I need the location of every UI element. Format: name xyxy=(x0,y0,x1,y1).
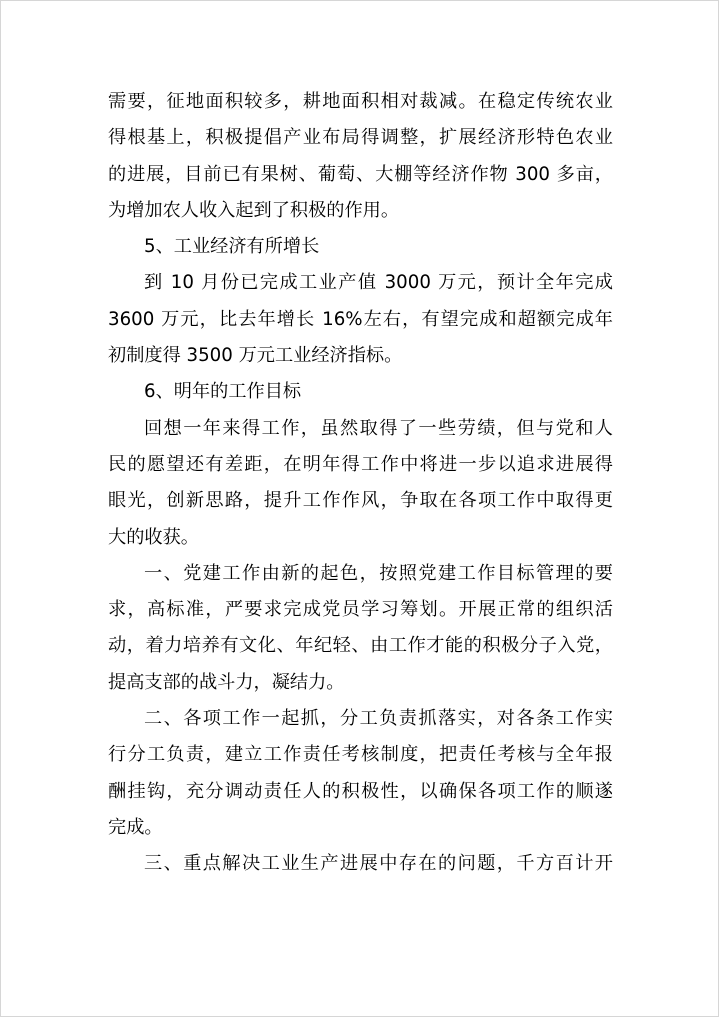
text-line: 动，着力培养有文化、年纪轻、由工作才能的积极分子入党， xyxy=(108,635,613,657)
text-line: 到 10 月份已完成工业产值 3000 万元，预计全年完成 xyxy=(144,272,613,294)
text-line: 5、工业经济有所增长 xyxy=(144,236,320,258)
text-line: 6、明年的工作目标 xyxy=(144,381,302,403)
text-line: 求，高标准，严要求完成党员学习筹划。开展正常的组织活 xyxy=(108,599,613,621)
text-line: 完成。 xyxy=(108,816,163,838)
text-line: 的进展，目前已有果树、葡萄、大棚等经济作物 300 多亩， xyxy=(108,163,613,185)
text-line: 眼光，创新思路，提升工作作风，争取在各项工作中取得更 xyxy=(108,490,613,512)
text-line: 大的收获。 xyxy=(108,526,199,548)
text-line: 得根基上，积极提倡产业布局得调整，扩展经济形特色农业 xyxy=(108,127,613,149)
text-line: 需要，征地面积较多，耕地面积相对裁减。在稳定传统农业 xyxy=(108,91,613,112)
text-line: 一、党建工作由新的起色，按照党建工作目标管理的要 xyxy=(144,562,613,584)
text-line: 回想一年来得工作，虽然取得了一些劳绩，但与党和人 xyxy=(144,417,613,439)
text-line: 提高支部的战斗力，凝结力。 xyxy=(108,671,345,693)
text-line: 3600 万元，比去年增长 16%左右，有望完成和超额完成年 xyxy=(108,308,613,330)
text-line: 二、各项工作一起抓，分工负责抓落实，对各条工作实 xyxy=(144,708,613,730)
text-line: 初制度得 3500 万元工业经济指标。 xyxy=(108,345,403,367)
text-line: 酬挂钩，充分调动责任人的积极性，以确保各项工作的顺遂 xyxy=(108,780,613,802)
document-body xyxy=(108,84,613,883)
text-line: 三、重点解决工业生产进展中存在的问题，千方百计开 xyxy=(144,853,613,875)
text-line: 民的愿望还有差距，在明年得工作中将进一步以追求进展得 xyxy=(108,453,613,475)
text-line: 为增加农人收入起到了积极的作用。 xyxy=(108,199,400,221)
text-line: 行分工负责，建立工作责任考核制度，把责任考核与全年报 xyxy=(108,744,613,766)
